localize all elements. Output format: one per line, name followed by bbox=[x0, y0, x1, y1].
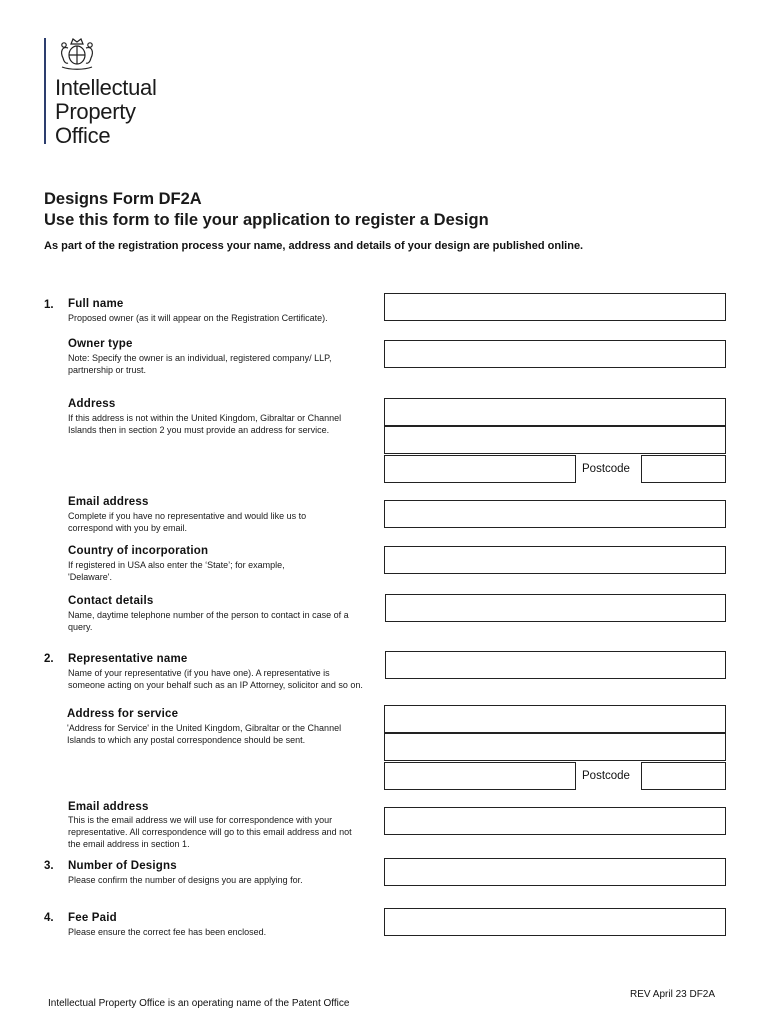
country-label: Country of incorporation bbox=[68, 545, 209, 557]
designs-count-label: Number of Designs bbox=[68, 860, 177, 872]
footer-note: Intellectual Property Office is an operating name of the Patent Office bbox=[48, 998, 350, 1009]
fee-paid-help: Please ensure the correct fee has been enclosed. bbox=[68, 927, 267, 937]
section-2-number: 2. bbox=[44, 653, 54, 665]
designs-count-help: Please confirm the number of designs you are applying for. bbox=[68, 875, 303, 885]
logo-line-2: Property bbox=[55, 99, 136, 124]
address-service-line-3-field[interactable] bbox=[384, 762, 576, 790]
rep-email-label: Email address bbox=[68, 801, 149, 813]
logo-wordmark bbox=[55, 76, 157, 148]
section-1-number: 1. bbox=[44, 299, 54, 311]
designs-count-field[interactable] bbox=[384, 858, 726, 886]
postcode-label-service: Postcode bbox=[582, 770, 630, 782]
email-field[interactable] bbox=[384, 500, 726, 528]
rep-email-help: This is the email address we will use for correspondence with your representative. All correspondence will go to this email address and not the email address in section 1. bbox=[68, 815, 352, 849]
owner-type-label: Owner type bbox=[68, 338, 133, 350]
owner-type-field[interactable] bbox=[384, 340, 726, 368]
royal-crest-icon bbox=[56, 36, 98, 72]
contact-field[interactable] bbox=[385, 594, 726, 622]
address-service-label: Address for service bbox=[67, 708, 179, 720]
form-subtitle: Use this form to file your application to register a Design bbox=[44, 211, 489, 229]
full-name-field[interactable] bbox=[384, 293, 726, 321]
contact-help: Name, daytime telephone number of the person to contact in case of a query. bbox=[68, 610, 349, 632]
address-service-help: 'Address for Service' in the United Kingdom, Gibraltar or the Channel Islands to which any postal correspondence should be sent. bbox=[67, 723, 342, 745]
email-label: Email address bbox=[68, 496, 149, 508]
rep-email-field[interactable] bbox=[384, 807, 726, 835]
form-title: Designs Form DF2A bbox=[44, 190, 202, 208]
rep-name-help: Name of your representative (if you have one). A representative is someone acting on your behalf such as an IP Attorney, solicitor and so on. bbox=[68, 668, 363, 690]
address-service-line-1-field[interactable] bbox=[384, 705, 726, 733]
section-4-number: 4. bbox=[44, 912, 54, 924]
email-help: Complete if you have no representative and would like us to correspond with you by email. bbox=[68, 511, 307, 533]
fee-paid-field[interactable] bbox=[384, 908, 726, 936]
contact-label: Contact details bbox=[68, 595, 154, 607]
section-3-number: 3. bbox=[44, 860, 54, 872]
address-help: If this address is not within the United Kingdom, Gibraltar or Channel Islands then in section 2 you must provide an address for service. bbox=[68, 413, 342, 435]
logo-line-3: Office bbox=[55, 123, 111, 148]
address-service-line-2-field[interactable] bbox=[384, 733, 726, 761]
postcode-service-field[interactable] bbox=[641, 762, 726, 790]
address-line-3-field[interactable] bbox=[384, 455, 576, 483]
postcode-label: Postcode bbox=[582, 463, 630, 475]
full-name-help: Proposed owner (as it will appear on the Registration Certificate). bbox=[68, 313, 328, 323]
country-help: If registered in USA also enter the ‘State’; for example, 'Delaware'. bbox=[68, 560, 285, 582]
postcode-field[interactable] bbox=[641, 455, 726, 483]
full-name-label: Full name bbox=[68, 298, 124, 310]
logo-line-1: Intellectual bbox=[55, 75, 157, 100]
logo-bar bbox=[44, 38, 46, 144]
address-label: Address bbox=[68, 398, 116, 410]
fee-paid-label: Fee Paid bbox=[68, 912, 117, 924]
country-field[interactable] bbox=[384, 546, 726, 574]
owner-type-help: Note: Specify the owner is an individual, registered company/ LLP, partnership or trust. bbox=[68, 353, 332, 375]
address-line-2-field[interactable] bbox=[384, 426, 726, 454]
address-line-1-field[interactable] bbox=[384, 398, 726, 426]
rep-name-label: Representative name bbox=[68, 653, 188, 665]
rep-name-field[interactable] bbox=[385, 651, 726, 679]
publication-notice: As part of the registration process your name, address and details of your design are published online. bbox=[44, 240, 584, 252]
revision-label: REV April 23 DF2A bbox=[630, 989, 716, 1000]
